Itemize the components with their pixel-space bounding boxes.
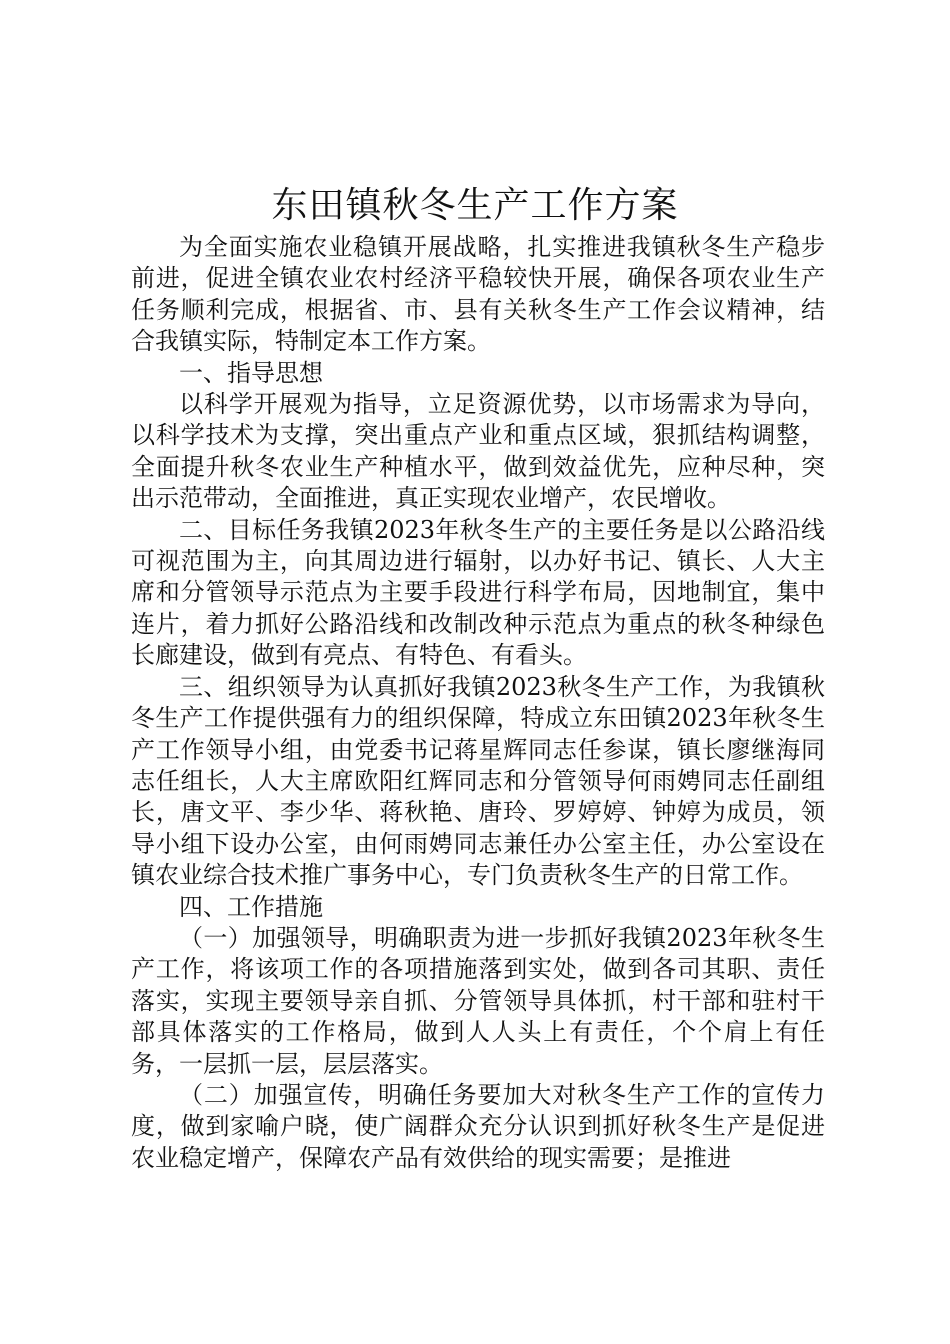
paragraph-intro: 为全面实施农业稳镇开展战略，扎实推进我镇秋冬生产稳步前进，促进全镇农业农村经济平稳较快开展，确保各项农业生产任务顺利完成，根据省、市、县有关秋冬生产工作会议精神，结合我镇实际，特制定本工作方案。 (131, 233, 825, 356)
heading-guiding-ideology: 一、指导思想 (179, 358, 323, 387)
paragraph-guiding-ideology: 以科学开展观为指导，立足资源优势，以市场需求为导向，以科学技术为支撑，突出重点产业和重点区域，狠抓结构调整，全面提升秋冬农业生产种植水平，做到效益优先，应种尽种，突出示范带动，全面推进，真正实现农业增产，农民增收。 (131, 390, 825, 513)
paragraph-target-tasks: 二、目标任务我镇2023年秋冬生产的主要任务是以公路沿线可视范围为主，向其周边进行辐射，以办好书记、镇长、人大主席和分管领导示范点为主要手段进行科学布局，因地制宜，集中连片，着力抓好公路沿线和改制改种示范点为重点的秋冬种绿色长廊建设，做到有亮点、有特色、有看头。 (131, 515, 825, 670)
heading-work-measures: 四、工作措施 (179, 892, 323, 921)
document-title: 东田镇秋冬生产工作方案 (271, 185, 679, 226)
document-body (131, 232, 825, 1174)
paragraph-organization: 三、组织领导为认真抓好我镇2023秋冬生产工作，为我镇秋冬生产工作提供强有力的组织保障，特成立东田镇2023年秋冬生产工作领导小组，由党委书记蒋星辉同志任参谋，镇长廖继海同志任组长，人大主席欧阳红辉同志和分管领导何雨娉同志任副组长，唐文平、李少华、蒋秋艳、唐玲、罗婷婷、钟婷为成员，领导小组下设办公室，由何雨娉同志兼任办公室主任，办公室设在镇农业综合技术推广事务中心，专门负责秋冬生产的日常工作。 (131, 672, 825, 890)
paragraph-measure-leadership: （一）加强领导，明确职责为进一步抓好我镇2023年秋冬生产工作，将该项工作的各项措施落到实处，做到各司其职、责任落实，实现主要领导亲自抓、分管领导具体抓，村干部和驻村干部具体落实的工作格局，做到人人头上有责任，个个肩上有任务，一层抓一层，层层落实。 (131, 923, 825, 1078)
paragraph-measure-publicity: （二）加强宣传，明确任务要加大对秋冬生产工作的宣传力度，做到家喻户晓，使广阔群众充分认识到抓好秋冬生产是促进农业稳定增产，保障农产品有效供给的现实需要；是推进 (131, 1080, 825, 1172)
